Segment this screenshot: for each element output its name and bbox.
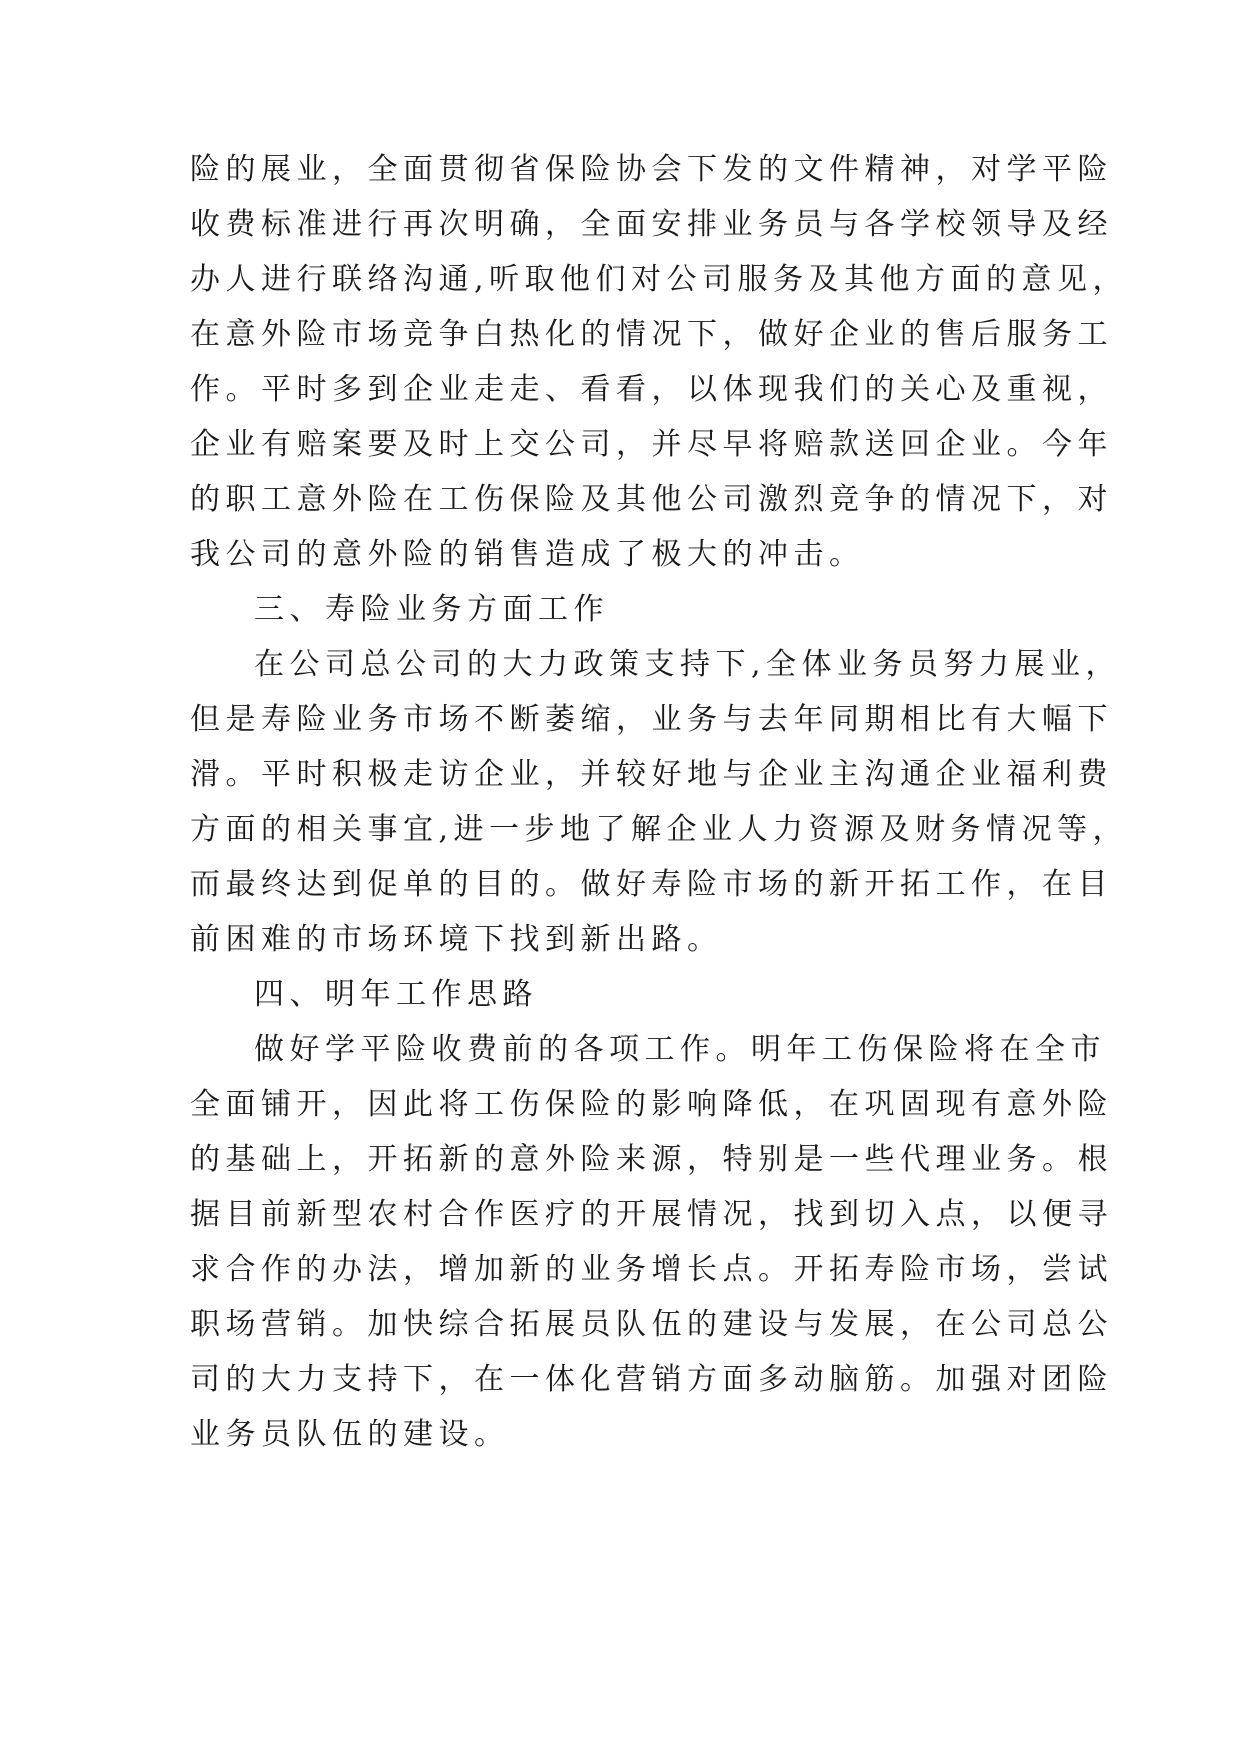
text-line: 在公司总公司的大力政策支持下,全体业务员努力展业， [254, 647, 1122, 682]
text-line: 的基础上，开拓新的意外险来源，特别是一些代理业务。根 [190, 1142, 1113, 1177]
text-line: 但是寿险业务市场不断萎缩，业务与去年同期相比有大幅下 [190, 702, 1113, 737]
section-heading: 四、明年工作思路 [254, 977, 538, 1012]
text-line: 求合作的办法，增加新的业务增长点。开拓寿险市场，尝试 [190, 1252, 1113, 1287]
text-line: 收费标准进行再次明确，全面安排业务员与各学校领导及经 [190, 207, 1113, 242]
text-line: 在意外险市场竞争白热化的情况下，做好企业的售后服务工 [190, 317, 1113, 352]
text-line: 的职工意外险在工伤保险及其他公司激烈竞争的情况下，对 [190, 482, 1113, 517]
text-line: 职场营销。加快综合拓展员队伍的建设与发展，在公司总公 [190, 1307, 1113, 1342]
text-line: 全面铺开，因此将工伤保险的影响降低，在巩固现有意外险 [190, 1087, 1113, 1122]
text-line: 险的展业，全面贯彻省保险协会下发的文件精神，对学平险 [190, 152, 1113, 187]
text-line: 我公司的意外险的销售造成了极大的冲击。 [190, 537, 865, 572]
text-line: 企业有赔案要及时上交公司，并尽早将赔款送回企业。今年 [190, 427, 1113, 462]
text-line: 作。平时多到企业走走、看看，以体现我们的关心及重视， [190, 372, 1113, 407]
text-line: 业务员队伍的建设。 [190, 1417, 510, 1452]
section-heading: 三、寿险业务方面工作 [254, 592, 609, 627]
text-line: 滑。平时积极走访企业，并较好地与企业主沟通企业福利费 [190, 757, 1113, 792]
text-line: 据目前新型农村合作医疗的开展情况，找到切入点，以便寻 [190, 1197, 1113, 1232]
text-line: 前困难的市场环境下找到新出路。 [190, 922, 723, 957]
text-line: 司的大力支持下，在一体化营销方面多动脑筋。加强对团险 [190, 1362, 1113, 1397]
text-line: 而最终达到促单的目的。做好寿险市场的新开拓工作，在目 [190, 867, 1113, 902]
text-line: 做好学平险收费前的各项工作。明年工伤保险将在全市 [254, 1032, 1106, 1067]
text-line: 办人进行联络沟通,听取他们对公司服务及其他方面的意见， [190, 262, 1129, 297]
text-line: 方面的相关事宜,进一步地了解企业人力资源及财务情况等， [190, 812, 1129, 847]
